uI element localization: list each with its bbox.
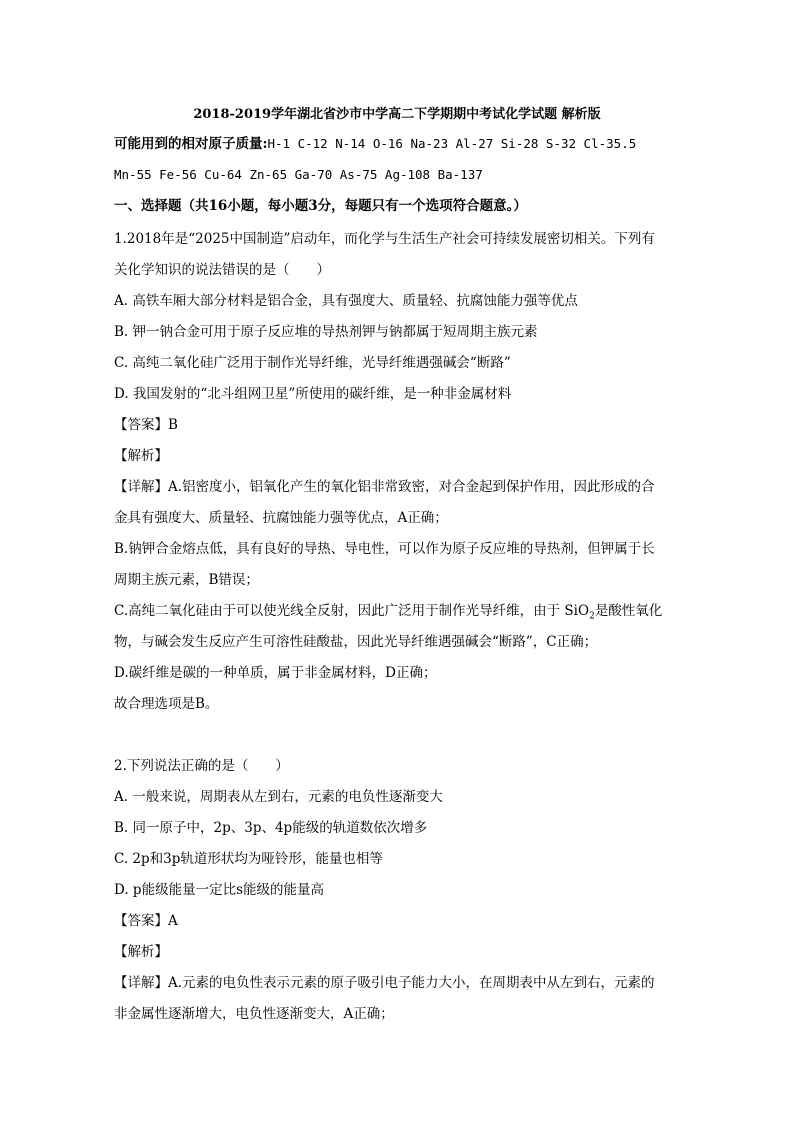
q1-detail-a-line-1: 【详解】A.铝密度小，铝氧化产生的氧化铝非常致密，对合金起到保护作用，因此形成的合 xyxy=(114,479,655,495)
q1-detail-d: D.碳纤维是碳的一种单质，属于非金属材料，D正确； xyxy=(114,665,437,681)
section-heading: 一、选择题（共16小题，每小题3分，每题只有一个选项符合题意。） xyxy=(114,198,527,214)
q2-answer: 【答案】A xyxy=(114,913,178,929)
q1-analysis-label: 【解析】 xyxy=(114,448,168,464)
q1-stem-line-1: 1.2018年是“2025中国制造”启动年，而化学与生活生产社会可持续发展密切相关。下列有 xyxy=(114,231,655,247)
q2-analysis-label: 【解析】 xyxy=(114,944,168,960)
q2-option-b: B. 同一原子中，2p、3p、4p能级的轨道数依次增多 xyxy=(114,820,428,836)
atomic-mass-label: 可能用到的相对原子质量: xyxy=(114,136,268,152)
q1-conclusion: 故合理选项是B。 xyxy=(114,696,219,712)
q2-option-c: C. 2p和3p轨道形状均为哑铃形，能量也相等 xyxy=(114,851,383,867)
q1-option-b: B. 钾一钠合金可用于原子反应堆的导热剂钾与钠都属于短周期主族元素 xyxy=(114,324,538,340)
atomic-mass-values-2: Mn-55 Fe-56 Cu-64 Zn-65 Ga-70 As-75 Ag-108 Ba-137 xyxy=(114,167,483,182)
q1-detail-c-pre: C.高纯二氧化硅由于可以使光线全反射，因此广泛用于制作光导纤维，由于 SiO xyxy=(114,603,590,619)
atomic-mass-line-1 xyxy=(114,135,689,153)
q1-option-a: A. 高铁车厢大部分材料是铝合金，具有强度大、质量轻、抗腐蚀能力强等优点 xyxy=(114,293,578,309)
q1-detail-b-line-1: B.钠钾合金熔点低，具有良好的导热、导电性，可以作为原子反应堆的导热剂，但钾属于长 xyxy=(114,541,655,557)
q1-stem-line-2: 关化学知识的说法错误的是（ ） xyxy=(114,262,330,278)
q2-option-d: D. p能级能量一定比s能级的能量高 xyxy=(114,882,324,898)
q2-detail-a-line-2: 非金属性逐渐增大，电负性逐渐变大，A正确； xyxy=(114,1006,394,1022)
q1-detail-a-line-2: 金具有强度大、质量轻、抗腐蚀能力强等优点，A正确； xyxy=(114,510,448,526)
q1-option-c: C. 高纯二氧化硅广泛用于制作光导纤维，光导纤维遇强碱会“断路” xyxy=(114,355,511,371)
q1-detail-c-line-1 xyxy=(114,602,689,620)
q1-detail-b-line-2: 周期主族元素，B错误； xyxy=(114,572,259,588)
q2-detail-a-line-1: 【详解】A.元素的电负性表示元素的原子吸引电子能力大小，在周期表中从左到右，元素的 xyxy=(114,975,655,991)
q1-detail-c-subscript: 2 xyxy=(589,611,595,620)
document-title: 2018-2019学年湖北省沙市中学高二下学期期中考试化学试题 解析版 xyxy=(193,107,601,122)
q1-detail-c-line-2: 物，与碱会发生反应产生可溶性硅酸盐，因此光导纤维遇强碱会“断路”，C正确； xyxy=(114,634,598,650)
q1-detail-c-post: 是酸性氧化 xyxy=(594,603,663,619)
q1-option-d: D. 我国发射的“北斗组网卫星”所使用的碳纤维，是一种非金属材料 xyxy=(114,386,512,402)
atomic-mass-values-1: H-1 C-12 N-14 O-16 Na-23 Al-27 Si-28 S-32 Cl-35.5 xyxy=(267,136,637,151)
q2-option-a: A. 一般来说，周期表从左到右，元素的电负性逐渐变大 xyxy=(114,789,443,805)
q2-stem: 2.下列说法正确的是（ ） xyxy=(114,758,289,774)
q1-answer: 【答案】B xyxy=(114,417,178,433)
